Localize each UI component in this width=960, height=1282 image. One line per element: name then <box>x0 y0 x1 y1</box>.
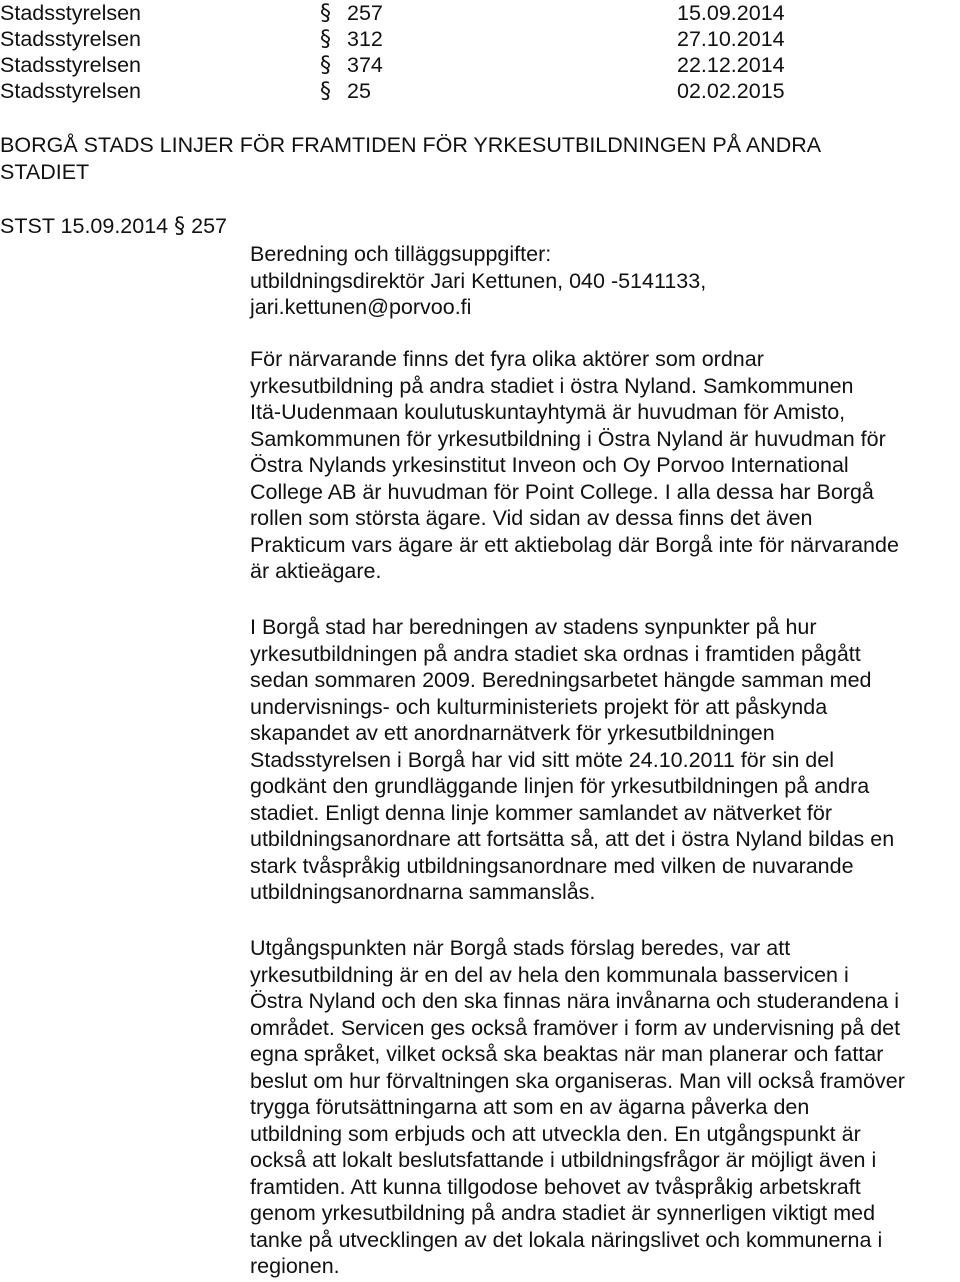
paragraph-line: utbildningsanordnarna sammanslås. <box>250 880 596 904</box>
meeting-date: 15.09.2014 <box>677 1 785 25</box>
paragraph-line: stark tvåspråkig utbildningsanordnare med vilken de nuvarande <box>250 853 854 878</box>
paragraph-line: området. Servicen ges också framöver i form av undervisning på det <box>250 1015 901 1040</box>
paragraph-line: Utgångspunkten när Borgå stads förslag beredes, var att <box>250 936 791 960</box>
section-number: 257 <box>347 1 383 25</box>
paragraph-line: För närvarande finns det fyra olika aktörer som ordnar <box>250 347 764 371</box>
paragraph-line: utbildning som erbjuds och att utveckla den. En utgångspunkt är <box>250 1121 861 1146</box>
body-paragraph <box>250 346 950 585</box>
paragraph-line: stadiet. Enligt denna linje kommer samlandet av nätverket för <box>250 800 832 825</box>
preparation-line: utbildningsdirektör Jari Kettunen, 040 -5141133, <box>250 268 707 293</box>
section-sign-icon: § <box>320 27 331 52</box>
preparation-info <box>250 241 950 321</box>
paragraph-line: beslut om hur förvaltningen ska organiseras. Man vill också framöver <box>250 1068 905 1093</box>
paragraph-line: yrkesutbildningen på andra stadiet ska ordnas i framtiden pågått <box>250 641 861 666</box>
paragraph-line: framtiden. Att kunna tillgodose behovet av tvåspråkig arbetskraft <box>250 1174 861 1199</box>
preparation-line: Beredning och tilläggsuppgifter: <box>250 242 552 266</box>
section-number: 25 <box>347 79 371 103</box>
meeting-body: Stadsstyrelsen <box>0 79 142 103</box>
meeting-body: Stadsstyrelsen <box>0 53 142 77</box>
paragraph-line: är aktieägare. <box>250 559 382 583</box>
section-sign-icon: § <box>320 53 331 78</box>
paragraph-line: yrkesutbildning på andra stadiet i östra Nyland. Samkommunen <box>250 373 854 398</box>
item-reference-prefix: STST 15.09.2014 <box>0 214 169 238</box>
paragraph-line: College AB är huvudman för Point College. I alla dessa har Borgå <box>250 479 874 504</box>
paragraph-line: Samkommunen för yrkesutbildning i Östra Nyland är huvudman för <box>250 426 886 451</box>
paragraph-line: Östra Nylands yrkesinstitut Inveon och Oy Porvoo International <box>250 453 849 477</box>
paragraph-line: tanke på utvecklingen av det lokala näringslivet och kommunerna i <box>250 1227 883 1252</box>
preparation-email: jari.kettunen@porvoo.fi <box>250 295 472 319</box>
paragraph-line: Stadsstyrelsen i Borgå har vid sitt möte 24.10.2011 för sin del <box>250 747 834 772</box>
paragraph-line: Prakticum vars ägare är ett aktiebolag där Borgå inte för närvarande <box>250 532 899 557</box>
paragraph-line: Östra Nyland och den ska finnas nära invånarna och studerandena i <box>250 989 899 1013</box>
body-paragraph <box>250 614 950 906</box>
meeting-date: 27.10.2014 <box>677 27 785 51</box>
meeting-body: Stadsstyrelsen <box>0 1 142 25</box>
paragraph-line: regionen. <box>250 1254 340 1278</box>
paragraph-line: rollen som största ägare. Vid sidan av dessa finns det även <box>250 506 813 530</box>
body-paragraph <box>250 935 950 1280</box>
section-number: 374 <box>347 53 383 77</box>
paragraph-line: yrkesutbildning är en del av hela den kommunala basservicen i <box>250 962 849 987</box>
paragraph-line: godkänt den grundläggande linjen för yrkesutbildningen på andra <box>250 774 870 798</box>
section-sign-icon: § <box>174 214 186 239</box>
item-reference-number: 257 <box>191 214 228 238</box>
paragraph-line: trygga förutsättningarna att som en av ägarna påverka den <box>250 1095 810 1119</box>
paragraph-line: skapandet av ett anordnarnätverk för yrkesutbildningen <box>250 721 775 745</box>
paragraph-line: Itä-Uudenmaan koulutuskuntayhtymä är huvudman för Amisto, <box>250 400 846 424</box>
meeting-date: 02.02.2015 <box>677 79 785 103</box>
paragraph-line: I Borgå stad har beredningen av stadens synpunkter på hur <box>250 615 817 639</box>
paragraph-line: egna språket, vilket också ska beaktas när man planerar och fattar <box>250 1042 884 1066</box>
section-sign-icon: § <box>320 1 331 26</box>
paragraph-line: utbildningsanordnare att fortsätta så, att det i östra Nyland bildas en <box>250 827 895 851</box>
heading-line: STADIET <box>0 159 90 184</box>
section-sign-icon: § <box>320 79 331 104</box>
meeting-date: 22.12.2014 <box>677 53 785 77</box>
meeting-body: Stadsstyrelsen <box>0 27 142 51</box>
document-heading <box>0 132 940 185</box>
heading-line: BORGÅ STADS LINJER FÖR FRAMTIDEN FÖR YRKESUTBILDNINGEN PÅ ANDRA <box>0 133 822 157</box>
paragraph-line: genom yrkesutbildning på andra stadiet är synnerligen viktigt med <box>250 1201 876 1225</box>
section-number: 312 <box>347 27 383 51</box>
paragraph-line: också att lokalt beslutsfattande i utbildningsfrågor är möjligt även i <box>250 1148 877 1172</box>
paragraph-line: sedan sommaren 2009. Beredningsarbetet hängde samman med <box>250 668 872 692</box>
item-reference <box>0 213 227 240</box>
paragraph-line: undervisnings- och kulturministeriets projekt för att påskynda <box>250 694 828 719</box>
